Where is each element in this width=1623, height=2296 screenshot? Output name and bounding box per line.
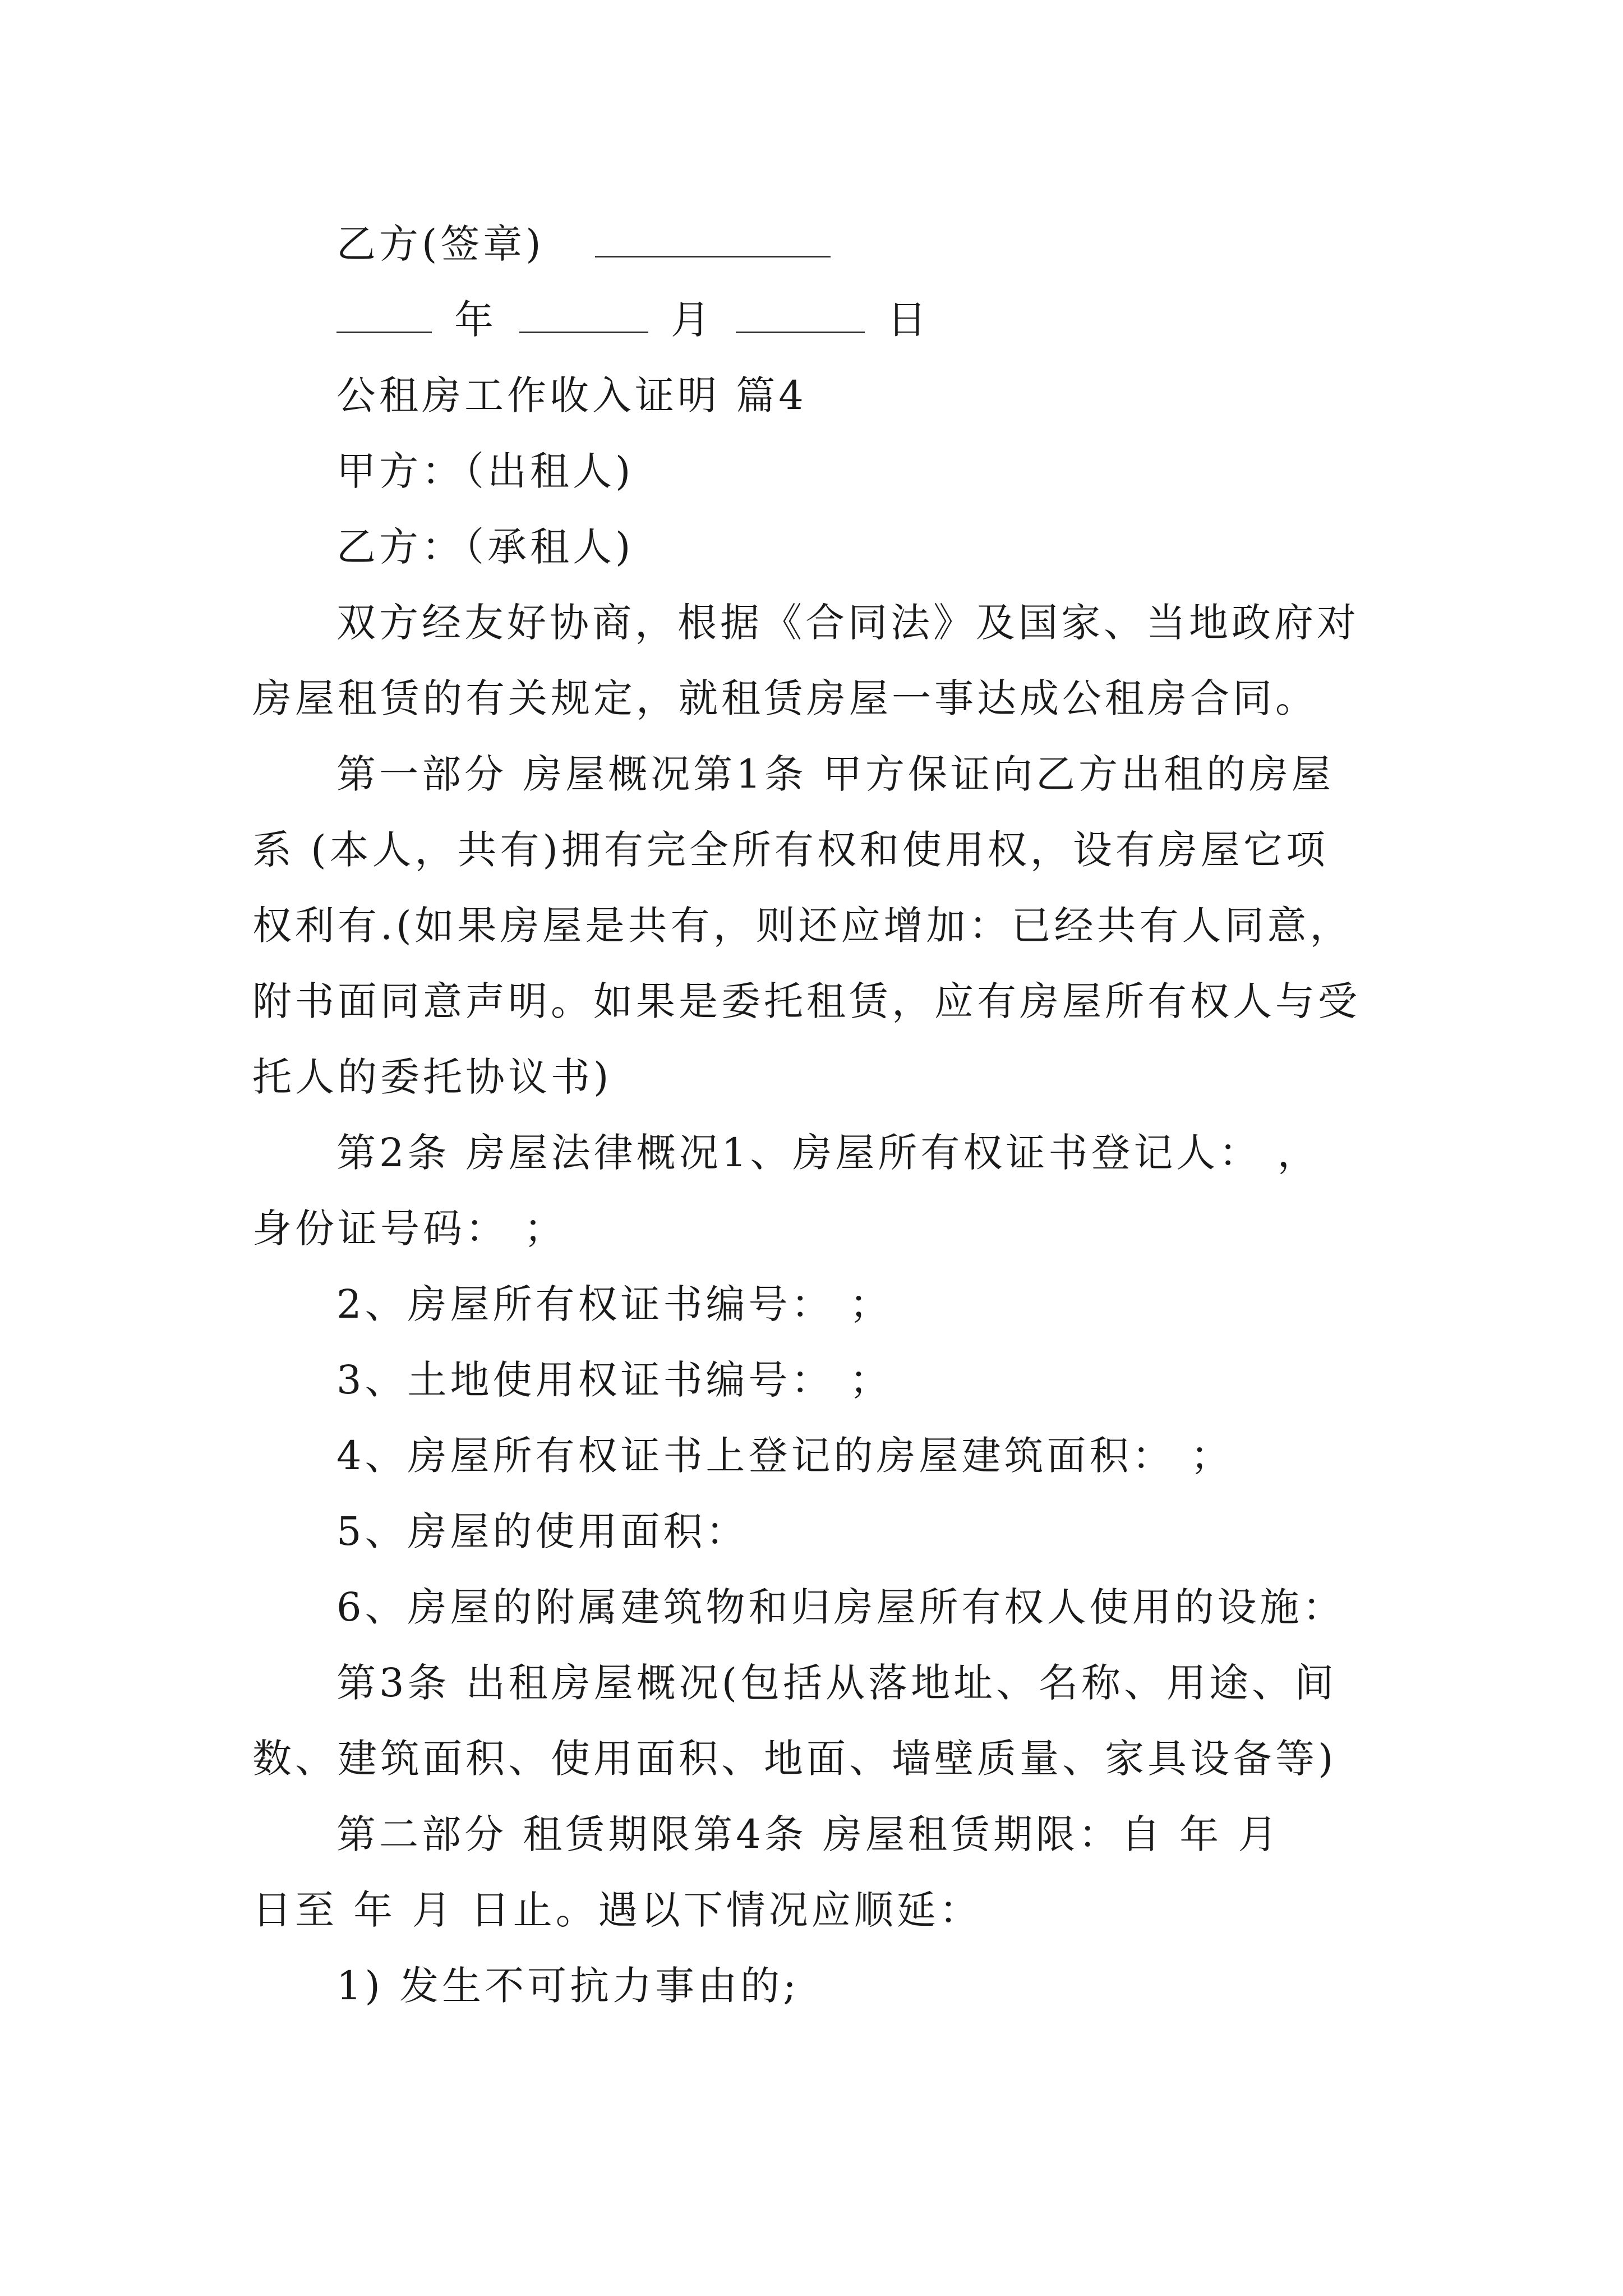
party-b-line: 乙方：（承租人): [336, 524, 634, 570]
year-label: 年: [454, 297, 497, 343]
party-b-signature-label: 乙方(签章): [336, 221, 545, 267]
day-label: 日: [887, 297, 930, 343]
list-item: 6、房屋的附属建筑物和归房屋所有权人使用的设施：: [336, 1584, 1345, 1630]
part1-line: 托人的委托协议书): [252, 1054, 612, 1100]
list-item: 4、房屋所有权证书上登记的房屋建筑面积： ；: [336, 1433, 1233, 1479]
article3-line: 数、建筑面积、使用面积、地面、墙壁质量、家具设备等): [252, 1736, 1337, 1782]
day-blank: [736, 292, 865, 333]
party-a-line: 甲方：（出租人): [336, 448, 634, 494]
list-item: 3、土地使用权证书编号： ；: [336, 1357, 892, 1403]
date-line: [336, 292, 930, 348]
part1-line: 系 (本人，共有)拥有完全所有权和使用权，设有房屋它项: [252, 827, 1329, 873]
article2-line: 身份证号码： ；: [252, 1205, 567, 1251]
year-blank: [336, 292, 432, 333]
signature-blank: [595, 217, 831, 257]
intro-line: 双方经友好协商，根据《合同法》及国家、当地政府对: [336, 600, 1359, 646]
section-title: 公租房工作收入证明 篇4: [336, 372, 807, 418]
part2-line: 第二部分 租赁期限第4条 房屋租赁期限：自 年 月: [336, 1811, 1281, 1857]
part1-line: 权利有.(如果房屋是共有，则还应增加：已经共有人同意，: [252, 903, 1353, 949]
part1-line: 附书面同意声明。如果是委托租赁，应有房屋所有权人与受: [252, 978, 1361, 1024]
list-item: 2、房屋所有权证书编号： ；: [336, 1281, 892, 1327]
part1-line: 第一部分 房屋概况第1条 甲方保证向乙方出租的房屋: [336, 751, 1335, 797]
list-item-1: 1) 发生不可抗力事由的;: [336, 1963, 800, 2009]
signature-line: [336, 216, 831, 272]
article3-line: 第3条 出租房屋概况(包括从落地址、名称、用途、间: [336, 1660, 1338, 1706]
month-blank: [519, 292, 648, 333]
list-item: 5、房屋的使用面积：: [336, 1508, 749, 1554]
article2-line: 第2条 房屋法律概况1、房屋所有权证书登记人： ，: [336, 1130, 1320, 1176]
month-label: 月: [671, 297, 713, 343]
intro-line: 房屋租赁的有关规定，就租赁房屋一事达成公租房合同。: [252, 675, 1318, 721]
part2-line: 日至 年 月 日止。遇以下情况应顺延：: [252, 1887, 982, 1933]
